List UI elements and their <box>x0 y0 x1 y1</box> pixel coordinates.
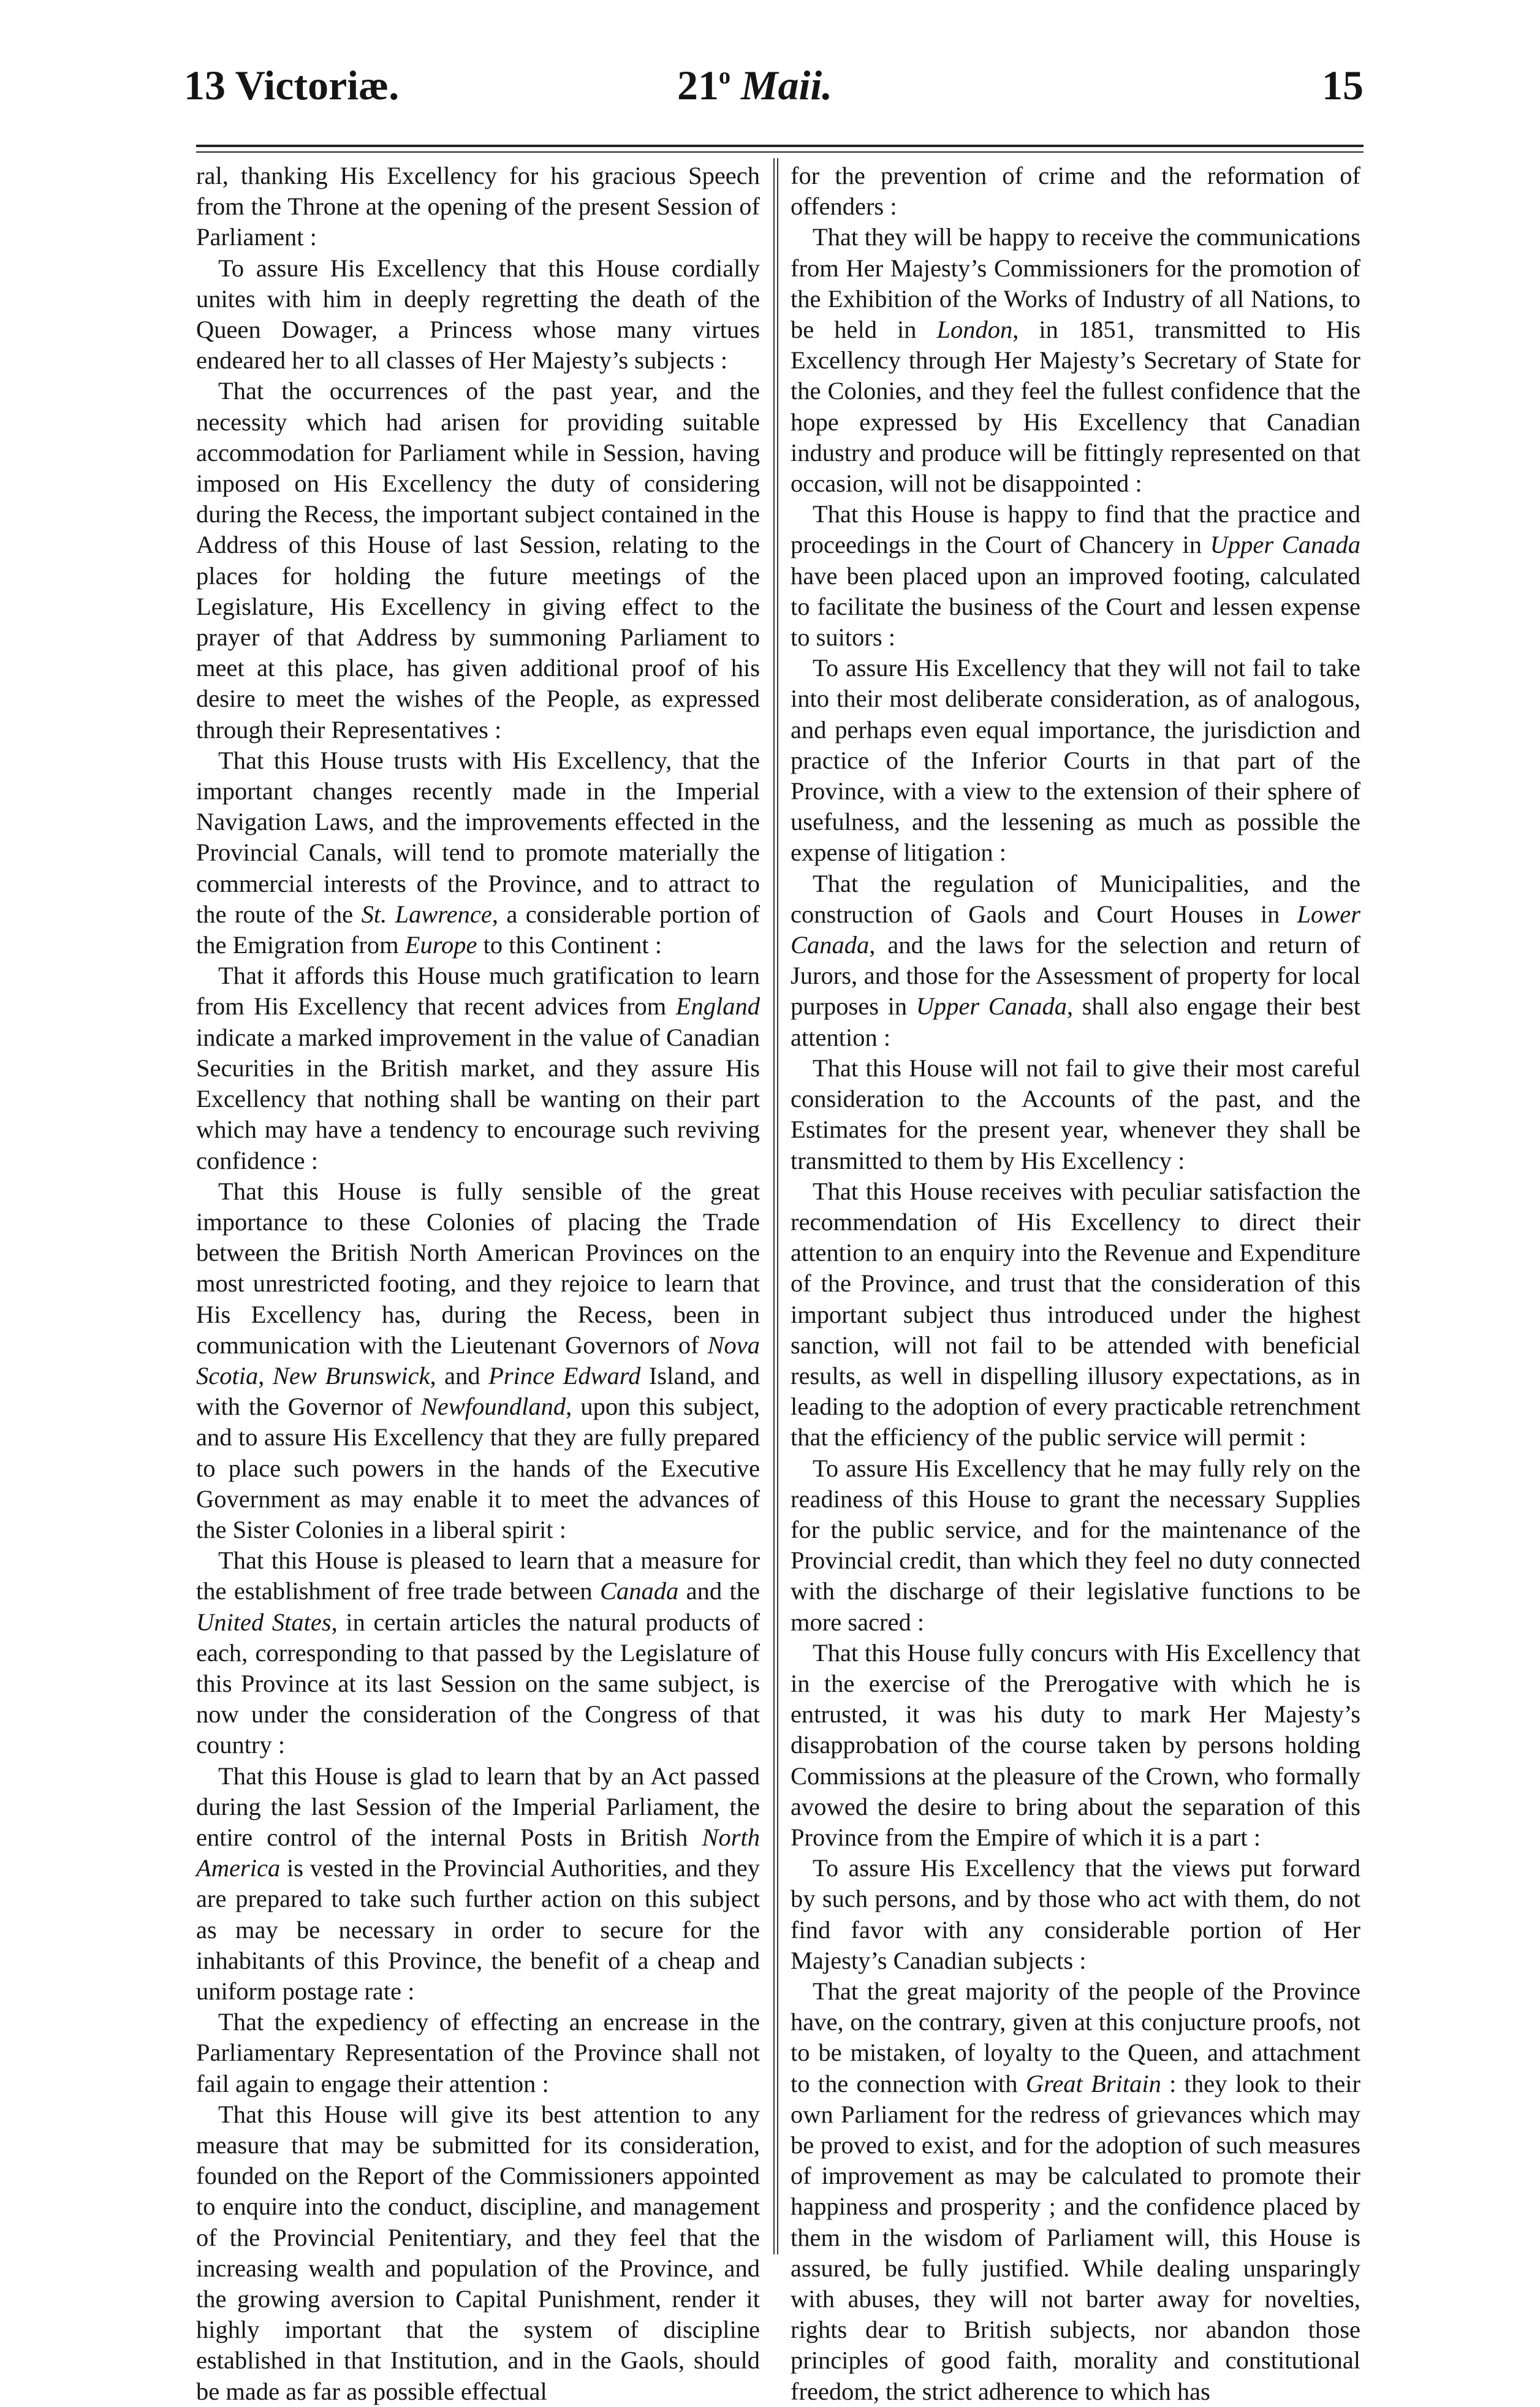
paragraph: That this House is glad to learn that by an Act passed during the last Session of the Imperial Parliament, the entire control of the internal Posts in British North America is vested in the Provincial Authorities, and they are prepared to take such further action on this subject as may be necessary in order to secure for the inhabitants of this Province, the benefit of a cheap and uniform postage rate : <box>196 1762 760 2005</box>
date-day: 21 <box>677 62 719 108</box>
paragraph: That it affords this House much gratification to learn from His Excellency that recent advices from England indicate a marked improvement in the value of Canadian Securities in the British market, and they assure His Excellency that nothing shall be wanting on their part which may have a tendency to encourage such reviving confidence : <box>196 962 760 1174</box>
right-column <box>791 161 1360 2407</box>
paragraph: That this House trusts with His Excellency, that the important changes recently made in the Imperial Navigation Laws, and the improvements effected in the Provincial Canals, will tend to promote materially the commercial interests of the Province, and to attract to the route of the St. Lawrence, a considerable portion of the Emigration from Europe to this Continent : <box>196 746 760 959</box>
paragraph: ral, thanking His Excellency for his gracious Speech from the Throne at the opening of the present Session of Parliament : <box>196 162 760 251</box>
date-month: Maii. <box>741 62 833 108</box>
paragraph: To assure His Excellency that the views put forward by such persons, and by those who act with them, do not find favor with any considerable portion of Her Majesty’s Canadian subjects : <box>791 1854 1360 1974</box>
header-rule-thin <box>196 151 1364 153</box>
paragraph: That the expediency of effecting an encrease in the Parliamentary Representation of the Province shall not fail again to engage their attention : <box>196 2008 760 2097</box>
page-header <box>184 61 1364 123</box>
paragraph: That this House is fully sensible of the great importance to these Colonies of placing the Trade between the British North American Provinces on the most unrestricted footing, and they rejoice to learn that His Excellency has, during the Recess, been in communication with the Lieutenant Governors of Nova Scotia, New Brunswick, and Prince Edward Island, and with the Governor of Newfoundland, upon this subject, and to assure His Excellency that they are fully prepared to place such powers in the hands of the Executive Government as may enable it to meet the advances of the Sister Colonies in a liberal spirit : <box>196 1177 761 1543</box>
paragraph: To assure His Excellency that this House cordially unites with him in deeply regretting the death of the Queen Dowager, a Princess whose many virtues endeared her to all classes of Her Majesty’s subjects : <box>196 254 760 375</box>
left-column <box>196 161 760 2407</box>
paragraph: To assure His Excellency that they will not fail to take into their most deliberate consideration, as of analogous, and perhaps even equal importance, the jurisdiction and practice of the Inferior Courts in that part of the Province, with a view to the extension of their sphere of usefulness, and the lessening as much as possible the expense of litigation : <box>791 654 1360 867</box>
paragraph: That this House is pleased to learn that a measure for the establishment of free trade between Canada and the United States, in certain articles the natural products of each, corresponding to that passed by the Legislature of this Province at its last Session on the same subject, is now under the consideration of the Congress of that country : <box>196 1546 760 1759</box>
paragraph: That the regulation of Municipalities, and the construction of Gaols and Court Houses in Lower Canada, and the laws for the selection and return of Jurors, and those for the Assessment of property for local purposes in Upper Canada, shall also engage their best attention : <box>791 869 1360 1051</box>
page-number: 15 <box>1322 62 1364 108</box>
paragraph: That this House will give its best attention to any measure that may be submitted for its consideration, founded on the Report of the Commissioners appointed to enquire into the conduct, discipline, and management of the Provincial Penitentiary, and they feel that the increasing wealth and population of the Province, and the growing aversion to Capital Punishment, render it highly important that the system of discipline established in that Institution, and in the Gaols, should be made as far as possible effectual <box>196 2100 760 2405</box>
paragraph: That this House is happy to find that the practice and proceedings in the Court of Chancery in Upper Canada have been placed upon an improved footing, calculated to facilitate the business of the Court and lessen expense to suitors : <box>791 500 1361 652</box>
paragraph: To assure His Excellency that he may fully rely on the readiness of this House to grant the necessary Supplies for the public service, and for the maintenance of the Provincial credit, than which they feel no duty connected with the discharge of their legislative functions to be more sacred : <box>791 1454 1360 1636</box>
paragraph: That the great majority of the people of the Province have, on the contrary, given at this conjucture proofs, not to be mistaken, of loyalty to the Queen, and attachment to the connection with Great Britain : they look to their own Parliament for the redress of grievances which may be proved to exist, and for the adoption of such measures of improvement as may be calculated to promote their happiness and prosperity ; and the confidence placed by them in the wisdom of Parliament will, this House is assured, be fully justified. While dealing unsparingly with abuses, they will not barter away for novelties, rights dear to British subjects, nor abandon those principles of good faith, morality and constitutional freedom, the strict adherence to which has <box>791 1977 1360 2405</box>
paragraph: That this House receives with peculiar satisfaction the recommendation of His Excellency to direct their attention to an enquiry into the Revenue and Expenditure of the Province, and trust that the consideration of this important subject thus introduced under the highest sanction, will not fail to be attended with beneficial results, as well in dispelling illusory expectations, as in leading to the adoption of every practicable retrenchment that the efficiency of the public service will permit : <box>791 1177 1360 1451</box>
paragraph: That this House will not fail to give their most careful consideration to the Accounts of the past, and the Estimates for the present year, whenever they shall be transmitted to them by His Excellency : <box>791 1054 1360 1174</box>
column-divider-second <box>777 158 778 2254</box>
running-head-left: 13 Victoriæ. <box>184 62 400 108</box>
date-ordinal: o <box>719 63 730 89</box>
running-head-date <box>677 61 832 110</box>
column-divider <box>773 158 775 2254</box>
paragraph: That they will be happy to receive the communications from Her Majesty’s Commissioners for the promotion of the Exhibition of the Works of Industry of all Nations, to be held in London, in 1851, transmitted to His Excellency through Her Majesty’s Secretary of State for the Colonies, and they feel the fullest confidence that the hope expressed by His Excellency that Canadian industry and produce will be fittingly represented on that occasion, will not be disappointed : <box>791 223 1360 498</box>
paragraph: for the prevention of crime and the reformation of offenders : <box>791 162 1360 221</box>
header-rule-thick <box>196 145 1364 147</box>
paragraph: That this House fully concurs with His Excellency that in the exercise of the Prerogative with which he is entrusted, it was his duty to mark Her Majesty’s disapprobation of the course taken by persons holding Commissions at the pleasure of the Crown, who formally avowed the desire to bring about the separation of this Province from the Empire of which it is a part : <box>791 1638 1360 1851</box>
paragraph: That the occurrences of the past year, and the necessity which had arisen for providing suitable accommodation for Parliament while in Session, having imposed on His Excellency the duty of considering during the Recess, the important subject contained in the Address of this House of last Session, relating to the places for holding the future meetings of the Legislature, His Excellency in giving effect to the prayer of that Address by summoning Parliament to meet at this place, has given additional proof of his desire to meet the wishes of the People, as expressed through their Representatives : <box>196 377 760 743</box>
